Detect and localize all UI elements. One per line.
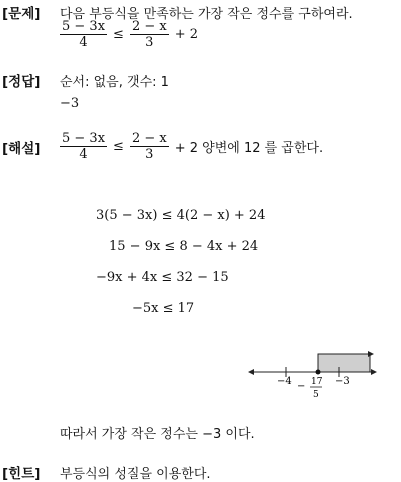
solution-rhs-denominator: 3 — [145, 147, 154, 162]
problem-lhs-numerator: 5 − 3x — [62, 19, 106, 34]
problem-text: 다음 부등식을 만족하는 가장 작은 정수를 구하여라. — [60, 7, 353, 22]
frac-numerator: 17 — [311, 377, 323, 387]
problem-tag: [문제] — [2, 6, 41, 22]
endpoint-dot — [316, 370, 321, 375]
ray-arrow-icon — [368, 351, 374, 357]
answer-line1: 순서: 없음, 갯수: 1 — [60, 75, 169, 90]
solution-region — [318, 354, 370, 372]
hint-tag: [힌트] — [2, 466, 41, 482]
problem-rhs-denominator: 3 — [145, 35, 154, 50]
tick-label-minus-3: −3 — [335, 376, 350, 387]
frac-denominator: 5 — [313, 390, 319, 400]
solution-rhs-numerator: 2 − x — [131, 131, 167, 146]
solution-tail: + 2 양변에 12 를 곱한다. — [174, 141, 324, 156]
solution-relation: ≤ — [113, 139, 124, 154]
solution-rhs-fraction — [130, 131, 169, 162]
solution-conclusion: 따라서 가장 작은 정수는 −3 이다. — [60, 427, 255, 442]
solution-step-3: −9x + 4x ≤ 32 − 15 — [96, 270, 229, 285]
solution-lhs-denominator: 4 — [79, 147, 88, 162]
answer-tag: [정답] — [2, 74, 41, 90]
solution-lhs-numerator: 5 − 3x — [62, 131, 106, 146]
problem-rhs-tail: + 2 — [174, 27, 198, 42]
problem-inequality — [60, 19, 198, 50]
solution-tag: [해설] — [2, 141, 41, 157]
problem-relation: ≤ — [113, 27, 124, 42]
answer-value: −3 — [60, 96, 80, 111]
hint-text: 부등식의 성질을 이용한다. — [60, 467, 211, 482]
problem-lhs-fraction — [60, 19, 107, 50]
right-arrow-icon — [371, 369, 377, 375]
solution-step-4: −5x ≤ 17 — [132, 301, 195, 316]
problem-rhs-numerator: 2 − x — [131, 19, 167, 34]
solution-step-1: 3(5 − 3x) ≤ 4(2 − x) + 24 — [96, 208, 266, 223]
problem-lhs-denominator: 4 — [79, 35, 88, 50]
solution-lhs-fraction — [60, 131, 107, 162]
problem-rhs-fraction — [130, 19, 169, 50]
left-arrow-icon — [248, 369, 254, 375]
number-line — [248, 348, 378, 404]
solution-inequality — [60, 131, 323, 162]
solution-step-2: 15 − 9x ≤ 8 − 4x + 24 — [109, 239, 259, 254]
tick-label-minus-4: −4 — [277, 376, 292, 387]
frac-sign: − — [297, 381, 306, 392]
